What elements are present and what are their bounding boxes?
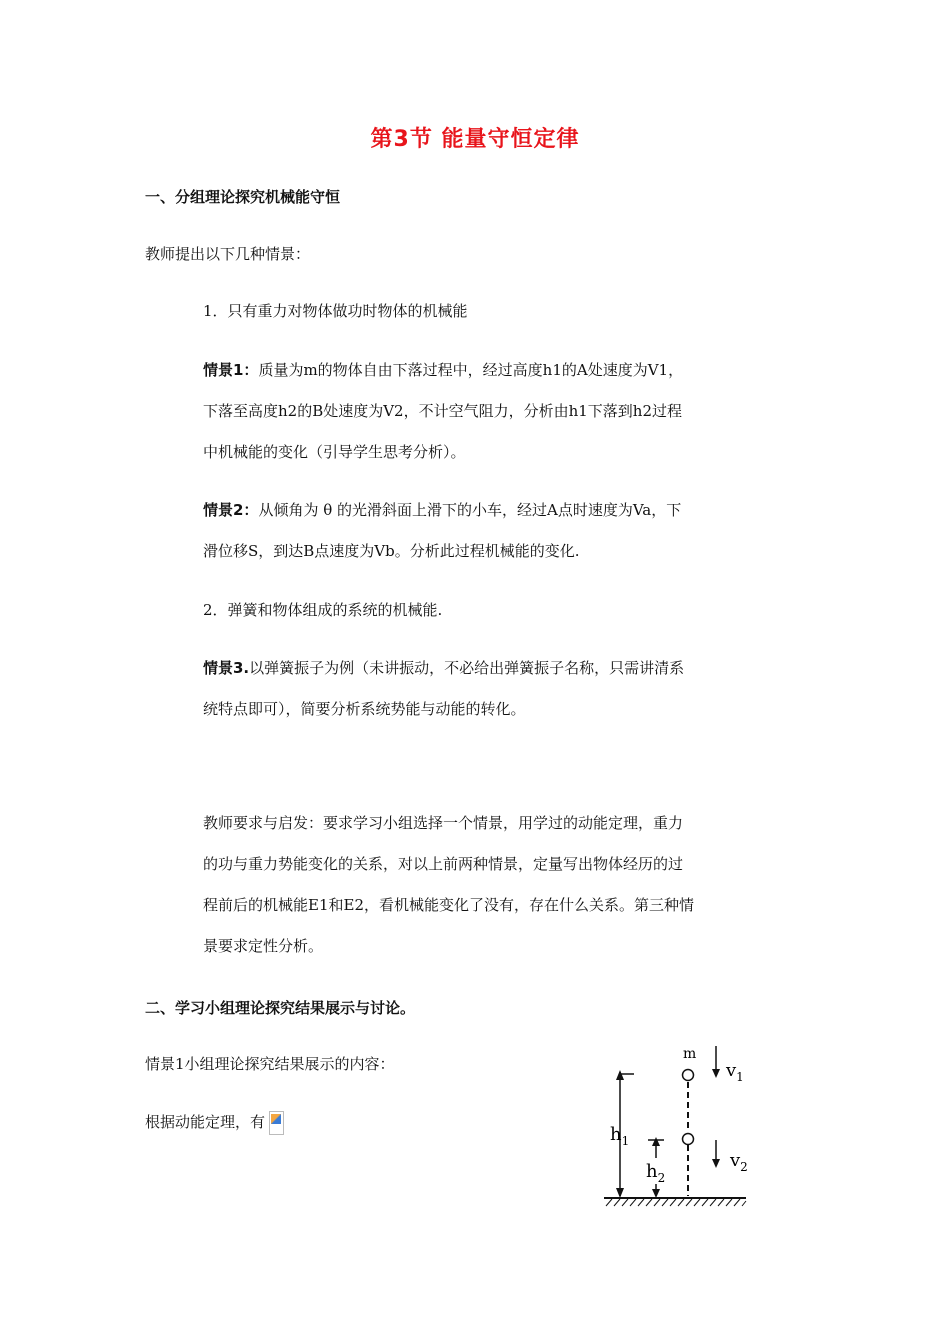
intro-text: 教师提出以下几种情景：	[145, 245, 311, 263]
page-title: 第3节 能量守恒定律	[370, 127, 580, 152]
v1-arrow-head	[712, 1069, 720, 1078]
scene3-line2: 统特点即可），简要分析系统势能与动能的转化。	[203, 700, 526, 718]
h1-label: $h_1$	[610, 1124, 630, 1148]
v2-arrow-head	[712, 1159, 720, 1168]
teacher-line4: 景要求定性分析。	[203, 937, 324, 955]
h2-label: $h_2$	[646, 1161, 666, 1185]
scene2-line1: 从倾角为 θ 的光滑斜面上滑下的小车，经过A点时速度为Va，下	[258, 501, 682, 519]
scene1-label: 情景1：	[203, 361, 259, 379]
section2-heading: 二、学习小组理论探究结果展示与讨论。	[145, 999, 416, 1017]
v1-label: $v_1$	[726, 1060, 744, 1084]
scene2-paragraph	[203, 490, 748, 572]
item2-text: 2．弹簧和物体组成的系统的机械能.	[203, 601, 443, 619]
section1-heading: 一、分组理论探究机械能守恒	[145, 188, 341, 206]
scene1-line1: 质量为m的物体自由下落过程中，经过高度h1的A处速度为V1，	[258, 361, 684, 379]
section2-line1: 情景1小组理论探究结果展示的内容：	[145, 1055, 395, 1073]
scene3-line1: 以弹簧振子为例（未讲振动，不必给出弹簧振子名称，只需讲清系	[249, 659, 685, 677]
teacher-line2: 的功与重力势能变化的关系，对以上前两种情景，定量写出物体经历的过	[203, 855, 684, 873]
scene2-line2: 滑位移S，到达B点速度为Vb。分析此过程机械能的变化.	[203, 542, 580, 560]
ground-hatching	[606, 1199, 746, 1206]
mass-label: m	[683, 1046, 697, 1062]
section2-line2: 根据动能定理，有	[145, 1113, 266, 1131]
h1-arrow-down-head	[616, 1188, 624, 1198]
item1-text: 1．只有重力对物体做功时物体的机械能	[203, 302, 468, 320]
formula-image-icon	[269, 1111, 284, 1135]
h2-arrow-up-head	[652, 1137, 660, 1146]
ball-position-a	[683, 1070, 694, 1081]
v2-label: $v_2$	[730, 1150, 748, 1174]
teacher-line1: 教师要求与启发：要求学习小组选择一个情景，用学过的动能定理，重力	[203, 814, 684, 832]
scene1-line3: 中机械能的变化（引导学生思考分析）。	[203, 443, 466, 461]
scene3-paragraph	[203, 648, 748, 730]
section2-line2-wrap	[145, 1102, 284, 1143]
teacher-line3: 程前后的机械能E1和E2，看机械能变化了没有，存在什么关系。第三种情	[203, 896, 694, 914]
teacher-paragraph	[203, 803, 748, 967]
scene1-paragraph	[203, 350, 748, 473]
ball-position-b	[683, 1134, 694, 1145]
scene3-label: 情景3.	[203, 659, 250, 677]
h2-arrow-down-head	[652, 1189, 660, 1198]
h1-arrow-up-head	[616, 1070, 624, 1080]
scene1-line2: 下落至高度h2的B处速度为V2，不计空气阻力，分析由h1下落到h2过程	[203, 402, 683, 420]
free-fall-diagram	[598, 1036, 758, 1216]
scene2-label: 情景2：	[203, 501, 259, 519]
